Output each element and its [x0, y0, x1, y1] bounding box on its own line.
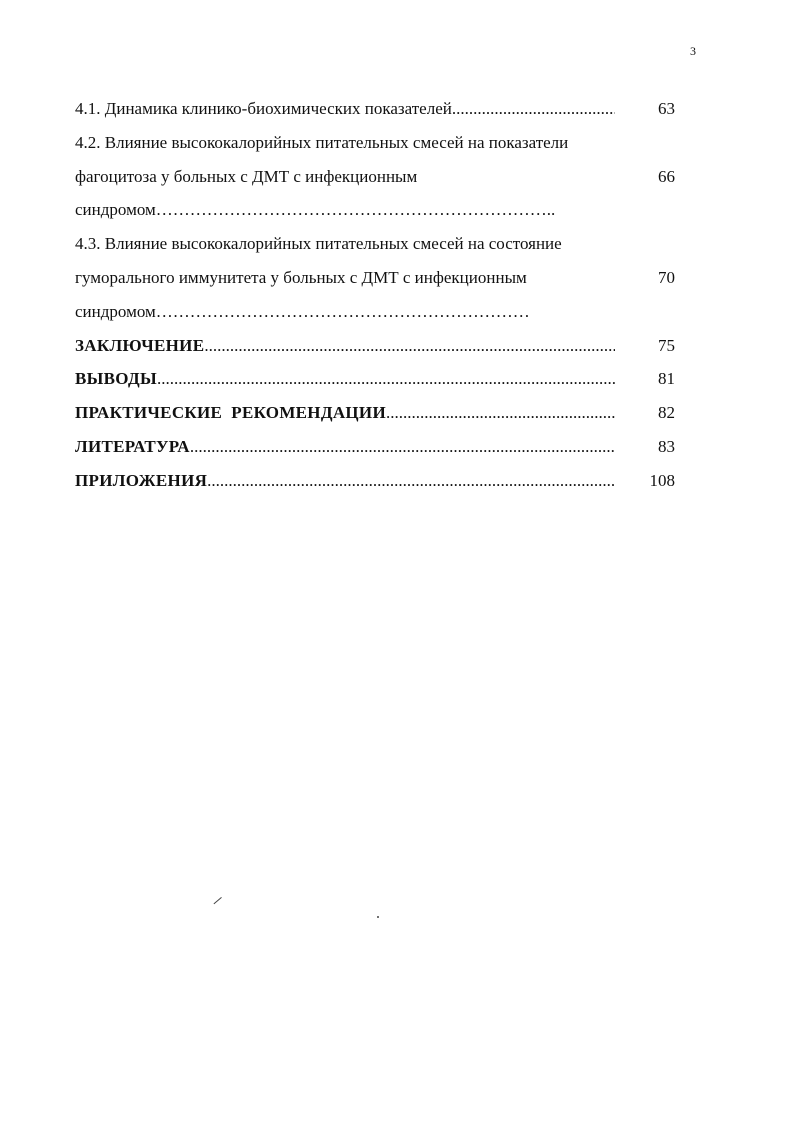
toc-entry-label: ЛИТЕРАТУРА: [75, 436, 190, 456]
toc-entry-page: 108: [649, 470, 675, 490]
toc-entry-page: 63: [658, 99, 675, 118]
toc-entry-text: [75, 362, 615, 396]
toc-entry-label: ПРАКТИЧЕСКИЕ РЕКОМЕНДАЦИИ: [75, 403, 386, 423]
toc-entry-text: [75, 464, 615, 498]
toc-entry-text: [75, 329, 615, 363]
toc-entry-label: ВЫВОДЫ: [75, 369, 157, 389]
toc-entry-page: 75: [658, 335, 675, 355]
toc-entry-line: фагоцитоза у больных с ДМТ с инфекционным: [75, 166, 418, 186]
toc-entry-label: ПРИЛОЖЕНИЯ: [75, 470, 208, 490]
toc-entry-page: 83: [658, 436, 675, 456]
toc-entry-line: синдромом…………………………………………………………: [75, 301, 530, 321]
toc-entry-4-2: [75, 126, 681, 227]
toc-entry-label: ЗАКЛЮЧЕНИЕ: [75, 335, 205, 355]
toc-entry-label: 4.1. Динамика клинико-биохимических показателей: [75, 99, 452, 118]
toc-entry-findings: [75, 362, 681, 396]
toc-entry-line: синдромом……………………………………………………………..: [75, 200, 556, 220]
toc-entry-line: 4.3. Влияние высококалорийных питательных смесей на состояние: [75, 234, 562, 254]
toc-entry-page: 81: [658, 369, 675, 389]
toc-entry-recommendations: [75, 396, 681, 430]
toc-entry-line: гуморального иммунитета у больных с ДМТ с инфекционным: [75, 267, 527, 287]
toc-entry-conclusion: [75, 329, 681, 363]
toc-entry-page: 82: [658, 403, 675, 423]
toc-entry-page: 70: [658, 267, 675, 287]
toc-entry-4-1: [75, 92, 681, 126]
toc-entry-text: [75, 430, 615, 464]
toc-entry-page: 66: [658, 166, 675, 186]
toc-entry-text: [75, 396, 615, 430]
toc-entry-line: 4.2. Влияние высококалорийных питательных смесей на показатели: [75, 132, 569, 152]
toc-entry-appendices: [75, 464, 681, 498]
toc-entry-literature: [75, 430, 681, 464]
toc-entry-4-3: [75, 227, 681, 328]
toc-entry-text: [75, 92, 615, 126]
table-of-contents: [75, 92, 681, 498]
stray-pen-mark: [214, 897, 223, 905]
page-number: 3: [690, 44, 696, 58]
stray-dot-mark: [377, 916, 379, 918]
